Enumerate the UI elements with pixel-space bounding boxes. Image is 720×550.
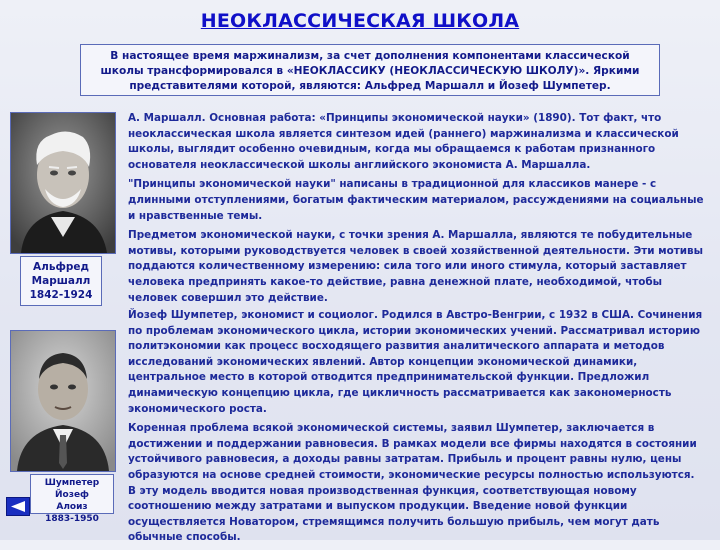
page-title: НЕОКЛАССИЧЕСКАЯ ШКОЛА bbox=[200, 10, 520, 32]
schumpeter-text bbox=[128, 308, 706, 550]
marshall-paragraph-3: Предметом экономической науки, с точки зрения А. Маршалла, являются те побудительные мотивы, которыми руководствуется человек в своей хозяйственной деятельности. Эти мотивы поддаются количественному измерению: сила того или иного стимула, который заставляет человека предпринять какое-то действие, равна денежной плате, необходимой, чтобы человек совершил это действие. bbox=[128, 229, 704, 304]
marshall-text bbox=[128, 111, 706, 310]
marshall-caption-name: Альфред bbox=[33, 261, 89, 273]
schumpeter-caption bbox=[30, 474, 114, 524]
back-button[interactable] bbox=[6, 497, 30, 516]
marshall-caption-surname: Маршалл bbox=[31, 275, 91, 287]
marshall-paragraph-1: А. Маршалл. Основная работа: «Принципы экономической науки» (1890). Тот факт, что неоклассическая школа является синтезом идей (раннего) маржинализма и классической школы, выглядит особенно очевидным, когда мы обращаемся к работам признанного основателя неоклассической школы английского экономиста А. Маршалла. bbox=[128, 112, 679, 171]
intro-box: В настоящее время маржинализм, за счет дополнения компонентами классической школы трансформировался в «НЕОКЛАССИКУ (НЕОКЛАССИЧЕСКУЮ ШКОЛУ)». Яркими представителями которой, являются: Альфред Маршалл и Йозеф Шумпетер. bbox=[80, 44, 660, 96]
schumpeter-paragraph-1: Йозеф Шумпетер, экономист и социолог. Родился в Австро-Венгрии, с 1932 в США. Сочинения по проблемам экономического цикла, истории экономических учений. Рассматривал историю политэкономии как процесс восходящего развития аналитического аппарата и методов исследований экономических явлений. Автор концепции экономической динамики, центральное место в которой отводится предпринимательской функции. Предложил динамическую концепцию цикла, где цикличность рассматривается как закономерность экономического роста. bbox=[128, 309, 703, 415]
marshall-caption-years: 1842-1924 bbox=[29, 289, 93, 301]
schumpeter-caption-line1: Шумпетер Йозеф bbox=[44, 478, 100, 500]
schumpeter-paragraph-2: Коренная проблема всякой экономической системы, заявил Шумпетер, заключается в достижении и поддержании равновесия. В рамках модели все фирмы находятся в состоянии устойчивого равновесия, а доходы равны затратам. Прибыль и процент равны нулю, цены образуются на основе средней стоимости, экономические ресурсы полностью используются. В эту модель вводится новая производственная функция, соответствующая новому соотношению между затратами и выпуском продукции. Введение новой функции осуществляется Новатором, стремящимся получить большую прибыль, чем могут дать обычные способы. bbox=[128, 422, 697, 544]
left-triangle-icon bbox=[11, 501, 25, 512]
marshall-caption bbox=[20, 256, 102, 306]
marshall-paragraph-2: "Принципы экономической науки" написаны в традиционной для классиков манере - с длинными отступлениями, богатым фактическим материалом, рассуждениями на социальные и нравственные темы. bbox=[128, 178, 704, 222]
schumpeter-caption-line2: Алоиз bbox=[56, 502, 88, 512]
schumpeter-caption-years: 1883-1950 bbox=[45, 514, 99, 524]
marshall-portrait bbox=[10, 112, 116, 254]
schumpeter-portrait bbox=[10, 330, 116, 472]
